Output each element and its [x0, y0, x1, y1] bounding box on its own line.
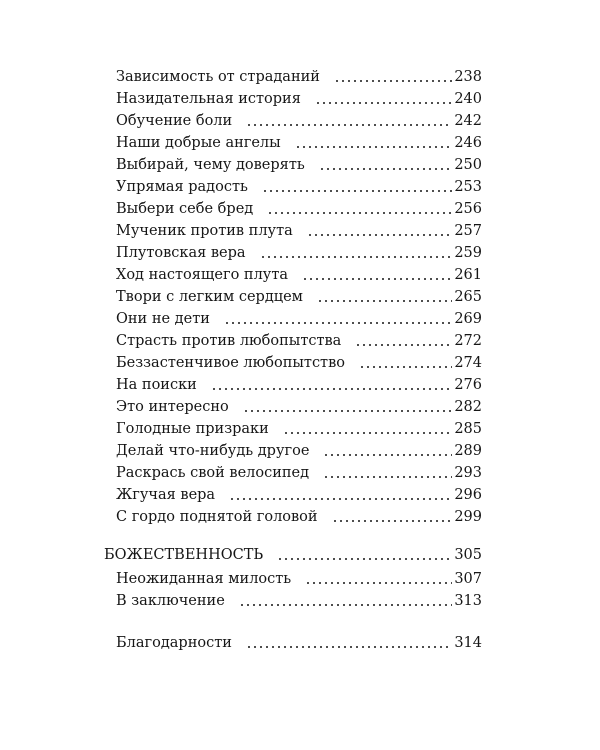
toc-entry-page: 314	[454, 635, 482, 651]
toc-entry	[116, 262, 482, 284]
toc-entry-page: 285	[454, 421, 482, 437]
dot-leader	[317, 289, 452, 303]
toc-entry-page: 293	[454, 465, 482, 481]
toc-entry-page: 307	[454, 571, 482, 587]
dot-leader	[334, 69, 452, 83]
toc-entry	[116, 416, 482, 438]
dot-leader	[246, 635, 452, 649]
dot-leader	[302, 267, 452, 281]
dot-leader	[359, 355, 452, 369]
dot-leader	[323, 443, 452, 457]
toc-entry-page: 242	[454, 113, 482, 129]
toc-entry-page: 274	[454, 355, 482, 371]
toc-entry-title: На поиски	[116, 377, 197, 393]
toc-entry-page: 240	[454, 91, 482, 107]
toc-entry-page: 256	[454, 201, 482, 217]
toc-entry	[116, 240, 482, 262]
toc-entry-page: 265	[454, 289, 482, 305]
dot-leader	[243, 399, 453, 413]
toc-entry-title: Выбери себе бред	[116, 201, 254, 217]
toc-entry-page: 276	[454, 377, 482, 393]
toc-entry	[116, 372, 482, 394]
dot-leader	[295, 135, 453, 149]
dot-leader	[332, 509, 453, 523]
toc-entry-title: Делай что-нибудь другое	[116, 443, 310, 459]
toc-entry	[116, 460, 482, 482]
toc-entry-title: В заключение	[116, 593, 225, 609]
toc-entry-title: Они не дети	[116, 311, 210, 327]
toc-entry-title: Назидательная история	[116, 91, 301, 107]
toc-section-title: БОЖЕСТВЕННОСТЬ	[104, 547, 264, 563]
toc-entry-page: 299	[454, 509, 482, 525]
toc-entry	[116, 482, 482, 504]
dot-leader	[262, 179, 452, 193]
toc-entry-title: Мученик против плута	[116, 223, 293, 239]
toc-entry-title: Наши добрые ангелы	[116, 135, 281, 151]
toc-entry-page: 257	[454, 223, 482, 239]
dot-leader	[224, 311, 452, 325]
toc-entry-title: Плутовская вера	[116, 245, 246, 261]
toc-entry-title: Выбирай, чему доверять	[116, 157, 305, 173]
dot-leader	[211, 377, 453, 391]
toc-entry-title: Раскрась свой велосипед	[116, 465, 310, 481]
toc-entry	[116, 350, 482, 372]
toc-entry-page: 282	[454, 399, 482, 415]
toc-entry	[116, 306, 482, 328]
toc-entry-title: Голодные призраки	[116, 421, 269, 437]
toc-entry	[116, 152, 482, 174]
toc-entry-page: 250	[454, 157, 482, 173]
dot-leader	[319, 157, 453, 171]
toc-entry	[116, 284, 482, 306]
toc-entry	[116, 64, 482, 86]
toc-entry-title: Благодарности	[116, 635, 232, 651]
toc-entry-page: 246	[454, 135, 482, 151]
dot-leader	[315, 91, 452, 105]
toc-entry-page: 261	[454, 267, 482, 283]
toc-section-page: 305	[454, 547, 482, 563]
dot-leader	[355, 333, 452, 347]
toc-entry-page: 313	[454, 593, 482, 609]
toc-entry	[116, 174, 482, 196]
toc-entry-acknowledgements	[116, 630, 482, 652]
dot-leader	[283, 421, 453, 435]
dot-leader	[307, 223, 453, 237]
toc-entry	[116, 108, 482, 130]
toc-entry-title: Страсть против любопытства	[116, 333, 342, 349]
dot-leader	[267, 201, 452, 215]
toc-entry-page: 289	[454, 443, 482, 459]
toc-entry	[116, 218, 482, 240]
dot-leader	[305, 571, 452, 585]
toc-entry-page: 269	[454, 311, 482, 327]
toc-entry-title: Ход настоящего плута	[116, 267, 288, 283]
toc-entry	[116, 196, 482, 218]
toc-entry-title: Жгучая вера	[116, 487, 216, 503]
dot-leader	[260, 245, 453, 259]
dot-leader	[239, 593, 453, 607]
toc-entry-page: 272	[454, 333, 482, 349]
toc-entry-title: Неожиданная милость	[116, 571, 292, 587]
toc-entry-title: Это интересно	[116, 399, 229, 415]
dot-leader	[323, 465, 452, 479]
toc-entry-page: 253	[454, 179, 482, 195]
dot-leader	[277, 547, 452, 561]
toc-entry-title: С гордо поднятой головой	[116, 509, 318, 525]
toc-entry	[116, 438, 482, 460]
toc-entry-title: Твори с легким сердцем	[116, 289, 303, 305]
toc-entry	[116, 130, 482, 152]
toc-entry-title: Зависимость от страданий	[116, 69, 320, 85]
toc-entry	[116, 86, 482, 108]
toc-entry	[116, 394, 482, 416]
toc-entry-page: 259	[454, 245, 482, 261]
toc-entry-page: 238	[454, 69, 482, 85]
toc-entry-title: Беззастенчивое любопытство	[116, 355, 345, 371]
toc-entry	[116, 328, 482, 350]
toc-entry	[116, 588, 482, 610]
dot-leader	[229, 487, 452, 501]
toc-entry	[116, 566, 482, 588]
toc-section-heading	[104, 542, 482, 564]
toc-entry-title: Обучение боли	[116, 113, 233, 129]
toc-entry-page: 296	[454, 487, 482, 503]
toc-entry-title: Упрямая радость	[116, 179, 248, 195]
toc-entry	[116, 504, 482, 526]
dot-leader	[246, 113, 452, 127]
